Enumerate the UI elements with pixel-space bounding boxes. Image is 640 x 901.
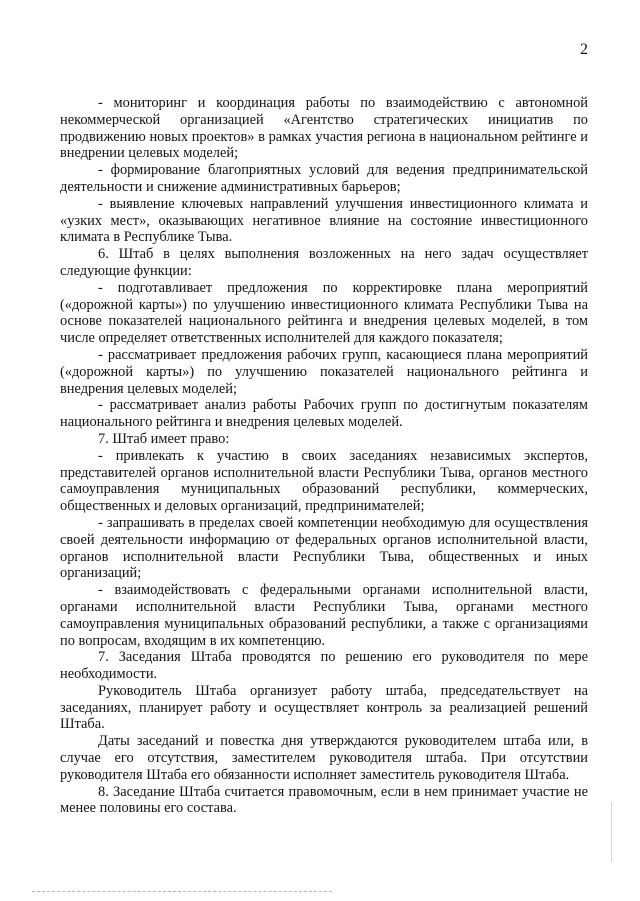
paragraph-section-7-meetings: 7. Заседания Штаба проводятся по решению его руководителя по мере необходимости. xyxy=(60,649,588,683)
page-number: 2 xyxy=(580,41,588,58)
paragraph-key-directions: - выявление ключевых направлений улучшения инвестиционного климата и «узких мест», оказывающих негативное влияние на состояние инвестиционного климата в Республике Тыва. xyxy=(60,195,588,246)
paragraph-involve-experts: - привлекать к участию в своих заседаниях независимых экспертов, представителей органов исполнительной власти Республики Тыва, органов местного самоуправления муниципальных образований республики, коммерческих, общественных и деловых организаций, предпринимателей; xyxy=(60,447,588,515)
paragraph-favorable-conditions: - формирование благоприятных условий для ведения предпринимательской деятельности и снижение административных барьеров; xyxy=(60,162,588,195)
paragraph-prepares-proposals: - подготавливает предложения по корректировке плана мероприятий («дорожной карты») по улучшению инвестиционного климата Республики Тыва на основе показателей национального рейтинга и внедрения целевых моделей, в том числе определяет ответственных исполнителей для каждого показателя; xyxy=(60,279,588,347)
paragraph-section-6-functions: 6. Штаб в целях выполнения возложенных на него задач осуществляет следующие функции: xyxy=(60,246,588,279)
paragraph-request-information: - запрашивать в пределах своей компетенции необходимую для осуществления своей деятельности информацию от федеральных органов исполнительной власти, органов исполнительной власти Республики Тыва, общественных и иных организаций; xyxy=(60,514,588,582)
paragraph-interact-authorities: - взаимодействовать с федеральными органами исполнительной власти, органами исполнительной власти Республики Тыва, органами местного самоуправления муниципальных образований республики, а также с организациями по вопросам, входящим в их компетенцию. xyxy=(60,582,588,649)
paragraph-reviews-analysis: - рассматривает анализ работы Рабочих групп по достигнутым показателям национального рейтинга и внедрения целевых моделей. xyxy=(60,397,588,431)
paragraph-monitoring: - мониторинг и координация работы по взаимодействию с автономной некоммерческой организацией «Агентство стратегических инициатив по продвижению новых проектов» в рамках участия региона в национальном рейтинге и внедрении целевых моделей; xyxy=(60,95,588,162)
document-body xyxy=(60,95,588,817)
paragraph-section-7-rights: 7. Штаб имеет право: xyxy=(98,430,230,447)
footer-scan-line xyxy=(32,891,332,892)
scan-edge-mark xyxy=(611,802,612,862)
paragraph-head-organizes: Руководитель Штаба организует работу штаба, председательствует на заседаниях, планирует работу и осуществляет контроль за реализацией решений Штаба. xyxy=(60,682,588,733)
paragraph-section-8-quorum: 8. Заседание Штаба считается правомочным, если в нем принимает участие не менее половины его состава. xyxy=(60,783,588,817)
paragraph-reviews-proposals: - рассматривает предложения рабочих групп, касающиеся плана мероприятий («дорожной карты») по улучшению показателей национального рейтинга и внедрения целевых моделей; xyxy=(60,346,588,397)
paragraph-meeting-dates: Даты заседаний и повестка дня утверждаются руководителем штаба или, в случае его отсутствия, заместителем руководителя штаба. При отсутствии руководителя Штаба его обязанности исполняет заместитель руководителя Штаба. xyxy=(60,733,588,783)
